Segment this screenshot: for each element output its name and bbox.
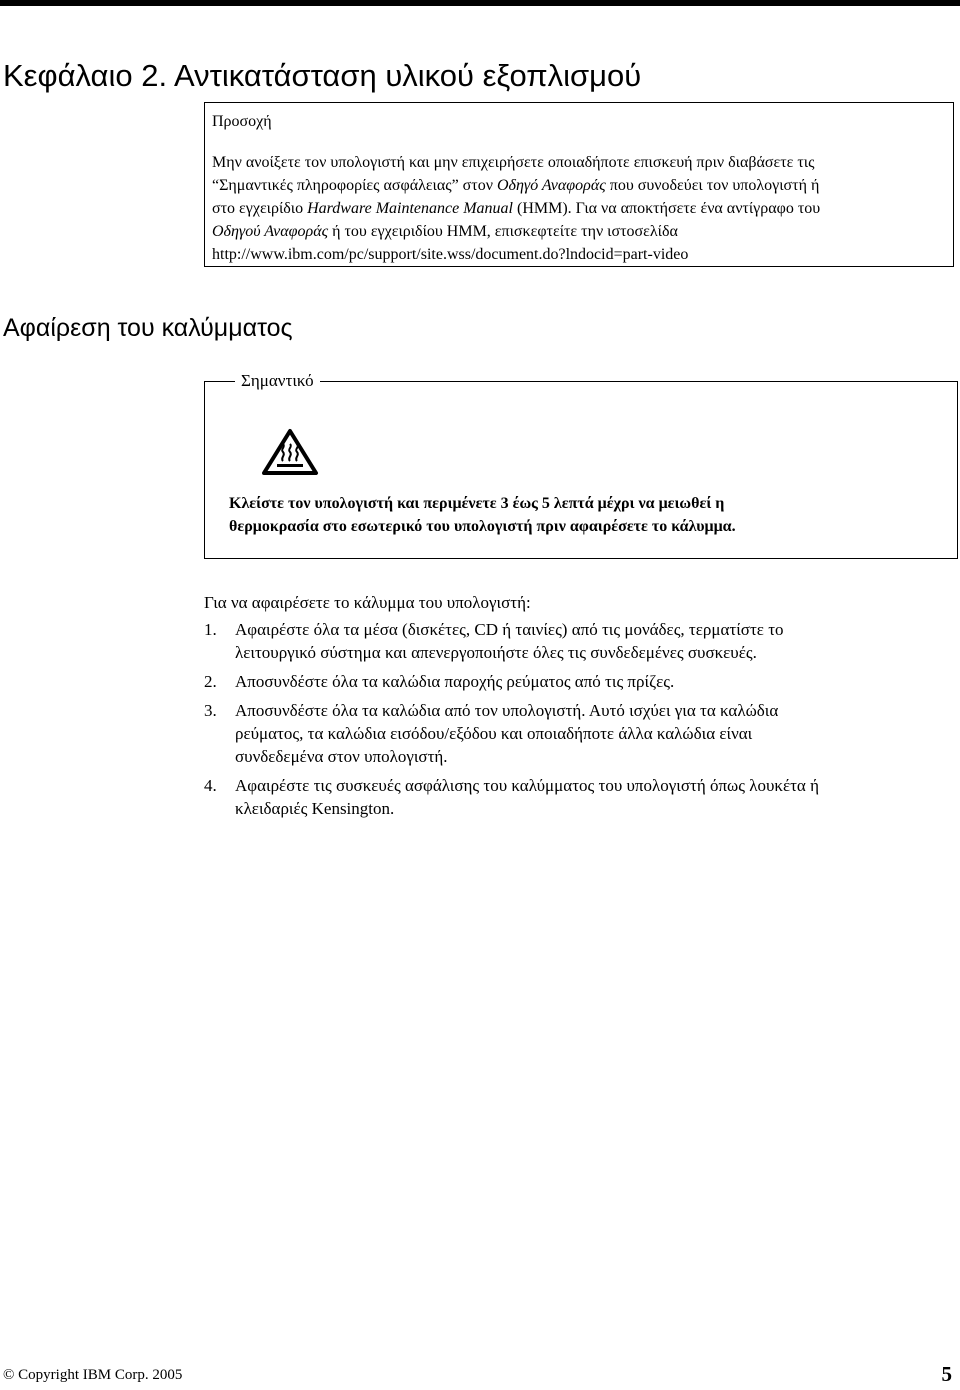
attention-line-2 [212,174,948,197]
procedure-intro: Για να αφαιρέσετε το κάλυμμα του υπολογιστή: [204,593,531,612]
step-text: Αποσυνδέστε όλα τα καλώδια παροχής ρεύματος από τις πρίζες. [235,672,675,691]
step-number: 2. [204,672,217,691]
attention-text: στο εγχειρίδιο [212,200,308,217]
hot-surface-warning-icon [261,428,319,476]
step-item [204,618,958,664]
attention-text: (HMM). Για να αποκτήσετε ένα αντίγραφο του [513,200,821,217]
important-box [204,371,958,559]
section-title: Αφαίρεση του καλύμματος [3,314,293,342]
attention-body [212,151,948,266]
step-item [204,699,958,768]
reference-guide-title: Οδηγό Αναφοράς [496,177,606,194]
attention-line-3 [212,197,948,220]
attention-box [204,102,954,267]
important-line-2: θερμοκρασία στο εσωτερικό του υπολογιστή πριν αφαιρέσετε το κάλυμμα. [229,518,736,535]
step-text: ρεύματος, τα καλώδια εισόδου/εξόδου και οποιαδήποτε άλλα καλώδια είναι [235,724,753,743]
copyright-notice: © Copyright IBM Corp. 2005 [3,1367,183,1383]
step-text: Αφαιρέστε τις συσκευές ασφάλισης του καλύμματος του υπολογιστή όπως λουκέτα ή [235,776,819,795]
procedure-steps [204,618,958,826]
step-number: 1. [204,620,217,639]
step-number: 3. [204,701,217,720]
attention-label: Προσοχή [212,113,272,130]
page-number: 5 [941,1362,952,1386]
step-item [204,670,958,693]
attention-line-1: Μην ανοίξετε τον υπολογιστή και μην επιχειρήσετε οποιαδήποτε επισκευή πριν διαβάσετε τις [212,154,815,171]
top-rule [0,0,960,6]
step-number: 4. [204,776,217,795]
reference-guide-title: Οδηγού Αναφοράς [212,223,329,240]
step-text: Αποσυνδέστε όλα τα καλώδια από τον υπολογιστή. Αυτό ισχύει για τα καλώδια [235,701,779,720]
important-label: Σημαντικό [235,370,320,392]
attention-text: ή του εγχειριδίου HMM, επισκεφτείτε την ιστοσελίδα [328,223,678,240]
step-text: λειτουργικό σύστημα και απενεργοποιήστε όλες τις συνδεδεμένες συσκευές. [235,643,757,662]
important-line-1: Κλείστε τον υπολογιστή και περιμένετε 3 έως 5 λεπτά μέχρι να μειωθεί η [229,495,725,512]
step-text: συνδεδεμένα στον υπολογιστή. [235,747,448,766]
step-text: κλειδαριές Kensington. [235,799,395,818]
step-item [204,774,958,820]
support-url[interactable]: http://www.ibm.com/pc/support/site.wss/document.do?lndocid=part-video [212,246,689,263]
attention-text: που συνοδεύει τον υπολογιστή ή [605,177,820,194]
attention-text: “Σημαντικές πληροφορίες ασφάλειας” στον [212,177,497,194]
important-text [229,492,736,538]
attention-line-4 [212,220,948,243]
chapter-title: Κεφάλαιο 2. Αντικατάσταση υλικού εξοπλισμού [3,58,642,93]
hmm-title: Hardware Maintenance Manual [307,200,513,217]
step-text: Αφαιρέστε όλα τα μέσα (δισκέτες, CD ή ταινίες) από τις μονάδες, τερματίστε το [235,620,784,639]
